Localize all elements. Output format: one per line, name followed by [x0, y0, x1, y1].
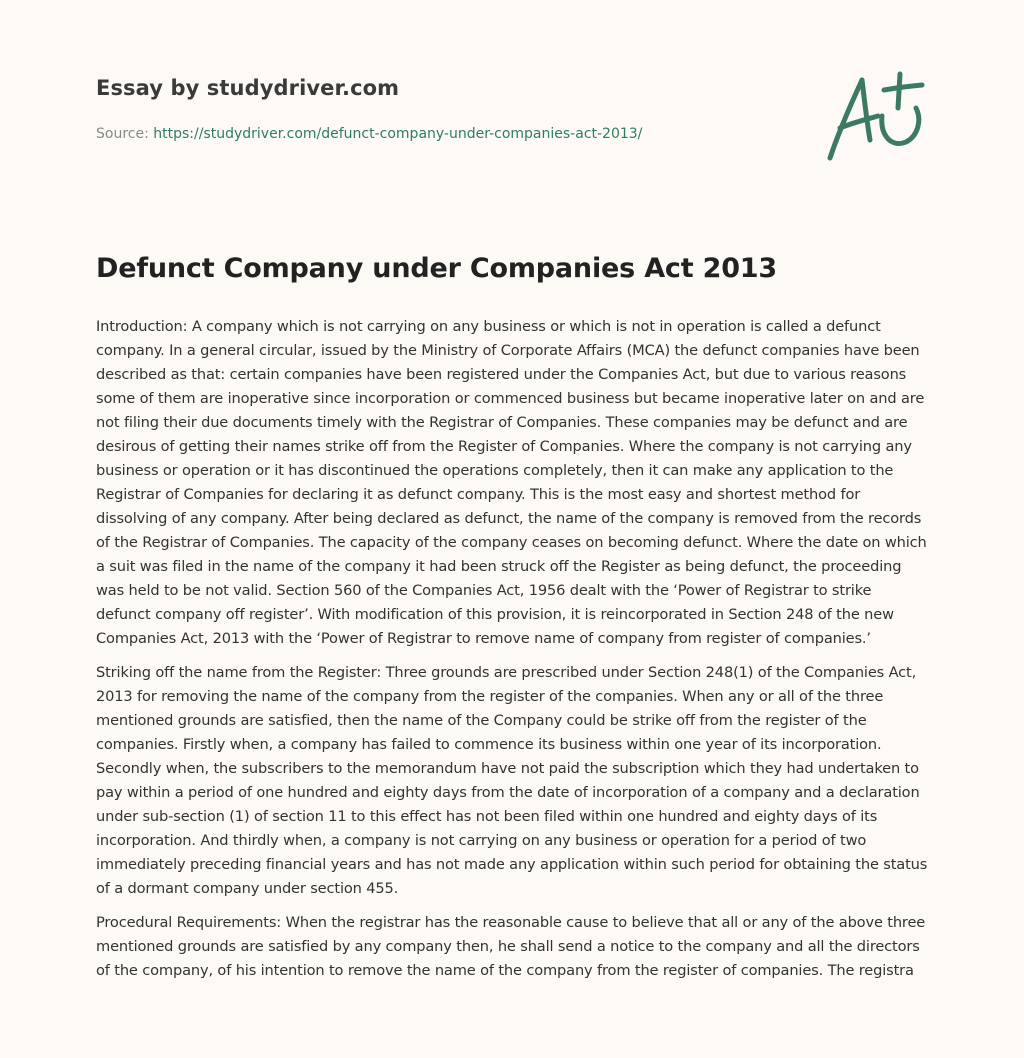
- essay-by-label: Essay by studydriver.com: [96, 76, 400, 100]
- source-label: Source:: [96, 126, 154, 142]
- paragraph-procedural: Procedural Requirements: When the registrar has the reasonable cause to believe that all or any of the above three mentioned grounds are satisfied by any company then, he shall send a notice to the company and all the directors of the company, of his intention to remove the name of the company from the register of companies. The registra: [96, 914, 926, 979]
- page-title: Defunct Company under Companies Act 2013: [96, 253, 777, 284]
- essay-body: [96, 315, 928, 993]
- paragraph-striking-off: Striking off the name from the Register: Three grounds are prescribed under Section 248(1) of the Companies Act, 2013 for removing the name of the company from the register of the companies. When any or all of the three mentioned grounds are satisfied, then the name of the Company could be strike off from the register of the companies. Firstly when, a company has failed to commence its business within one year of its incorporation. Secondly when, the subscribers to the memorandum have not paid the subscription which they had undertaken to pay within a period of one hundred and eighty days from the date of incorporation of a company and a declaration under sub-section (1) of section 11 to this effect has not been filed within one hundred and eighty days of its incorporation. And thirdly when, a company is not carrying on any business or operation for a period of two immediately preceding financial years and has not made any application within such period for obtaining the status of a dormant company under section 455.: [96, 664, 928, 897]
- source-line: [96, 126, 796, 142]
- source-link[interactable]: https://studydriver.com/defunct-company-under-companies-act-2013/: [153, 126, 643, 142]
- paragraph-introduction: Introduction: A company which is not carrying on any business or which is not in operation is called a defunct company. In a general circular, issued by the Ministry of Corporate Affairs (MCA) the defunct companies have been described as that: certain companies have been registered under the Companies Act, but due to various reasons some of them are inoperative since incorporation or commenced business but became inoperative later on and are not filing their due documents timely with the Registrar of Companies. These companies may be defunct and are desirous of getting their names strike off from the Register of Companies. Where the company is not carrying any business or operation or it has discontinued the operations completely, then it can make any application to the Registrar of Companies for declaring it as defunct company. This is the most easy and shortest method for dissolving of any company. After being declared as defunct, the name of the company is removed from the records of the Registrar of Companies. The capacity of the company ceases on becoming defunct. Where the date on which a suit was filed in the name of the company it had been struck off the Register as being defunct, the proceeding was held to be not valid. Section 560 of the Companies Act, 1956 dealt with the ‘Power of Registrar to strike defunct company off register’. With modification of this provision, it is reincorporated in Section 248 of the new Companies Act, 2013 with the ‘Power of Registrar to remove name of company from register of companies.’: [96, 318, 927, 647]
- essay-header: [96, 76, 796, 142]
- a-plus-icon: [820, 66, 930, 166]
